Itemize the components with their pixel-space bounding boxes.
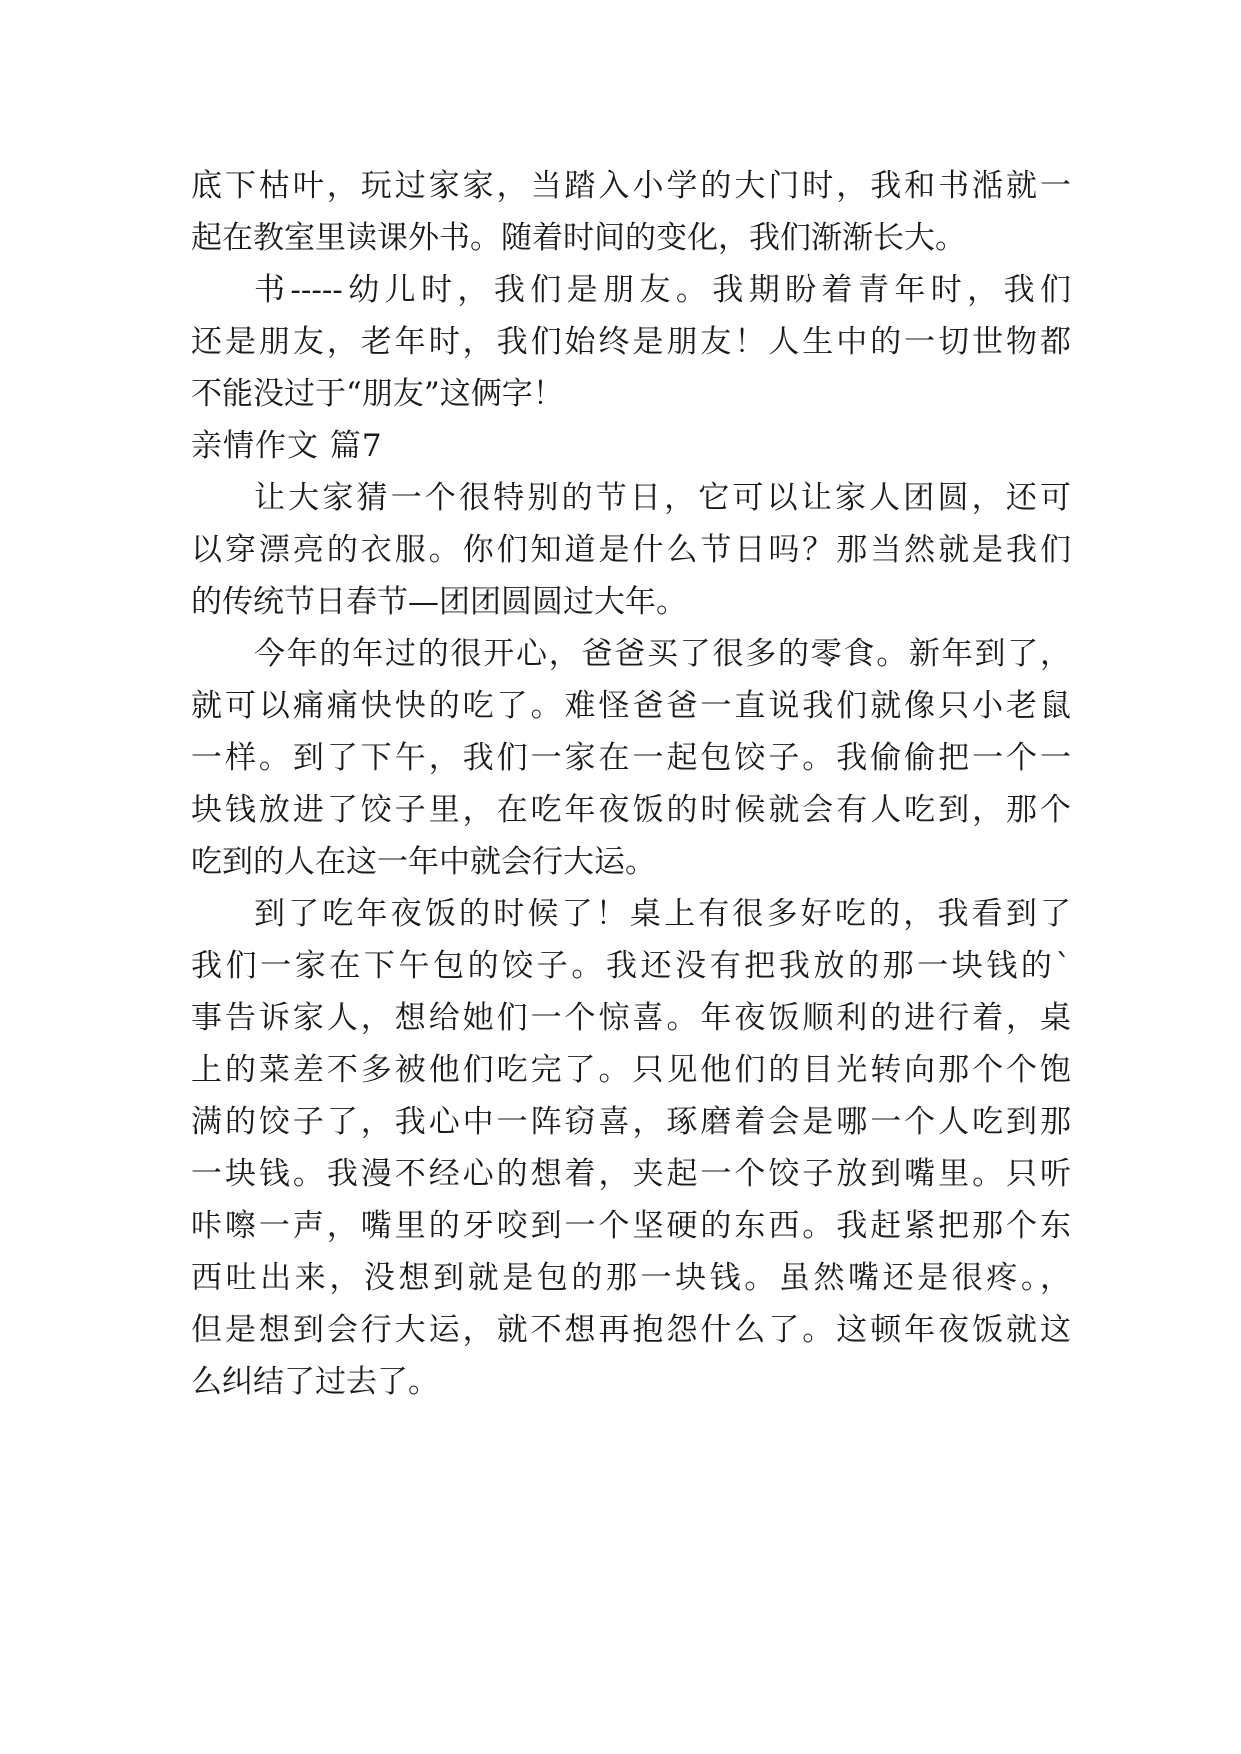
text-line: 我们一家在下午包的饺子。我还没有把我放的那一块钱的` (191, 948, 1071, 984)
text-line: 吃到的人在这一年中就会行大运。 (191, 844, 656, 880)
text-line: 西吐出来，没想到就是包的那一块钱。虽然嘴还是很疼。， (191, 1260, 1071, 1296)
text-line: 就可以痛痛快快的吃了。难怪爸爸一直说我们就像只小老鼠 (191, 688, 1071, 724)
text-line: 书-----幼儿时，我们是朋友。我期盼着青年时，我们 (254, 272, 1071, 308)
text-line: 今年的年过的很开心，爸爸买了很多的零食。新年到了， (254, 636, 1071, 672)
text-line: 事告诉家人，想给她们一个惊喜。年夜饭顺利的进行着，桌 (191, 1000, 1071, 1036)
text-line: 起在教室里读课外书。随着时间的变化，我们渐渐长大。 (191, 220, 966, 256)
text-line: 让大家猜一个很特别的节日，它可以让家人团圆，还可 (254, 480, 1071, 516)
text-line: 但是想到会行大运，就不想再抱怨什么了。这顿年夜饭就这 (191, 1312, 1071, 1348)
text-line: 块钱放进了饺子里，在吃年夜饭的时候就会有人吃到，那个 (191, 792, 1071, 828)
text-line: 一样。到了下午，我们一家在一起包饺子。我偷偷把一个一 (191, 740, 1071, 776)
text-line: 么纠结了过去了。 (191, 1364, 439, 1400)
section-heading: 亲情作文 篇7 (191, 428, 383, 464)
text-line: 的传统节日春节—团团圆圆过大年。 (191, 584, 687, 620)
text-line: 底下枯叶，玩过家家，当踏入小学的大门时，我和书湉就一 (191, 168, 1071, 204)
text-line: 到了吃年夜饭的时候了！桌上有很多好吃的，我看到了 (254, 896, 1071, 932)
text-line: 满的饺子了，我心中一阵窃喜，琢磨着会是哪一个人吃到那 (191, 1104, 1071, 1140)
text-line: 不能没过于“朋友”这俩字！ (191, 376, 564, 412)
text-line: 以穿漂亮的衣服。你们知道是什么节日吗？那当然就是我们 (191, 532, 1071, 568)
text-line: 上的菜差不多被他们吃完了。只见他们的目光转向那个个饱 (191, 1052, 1071, 1088)
text-line: 还是朋友，老年时，我们始终是朋友！人生中的一切世物都 (191, 324, 1071, 360)
text-line: 咔嚓一声，嘴里的牙咬到一个坚硬的东西。我赶紧把那个东 (191, 1208, 1071, 1244)
text-line: 一块钱。我漫不经心的想着，夹起一个饺子放到嘴里。只听 (191, 1156, 1071, 1192)
